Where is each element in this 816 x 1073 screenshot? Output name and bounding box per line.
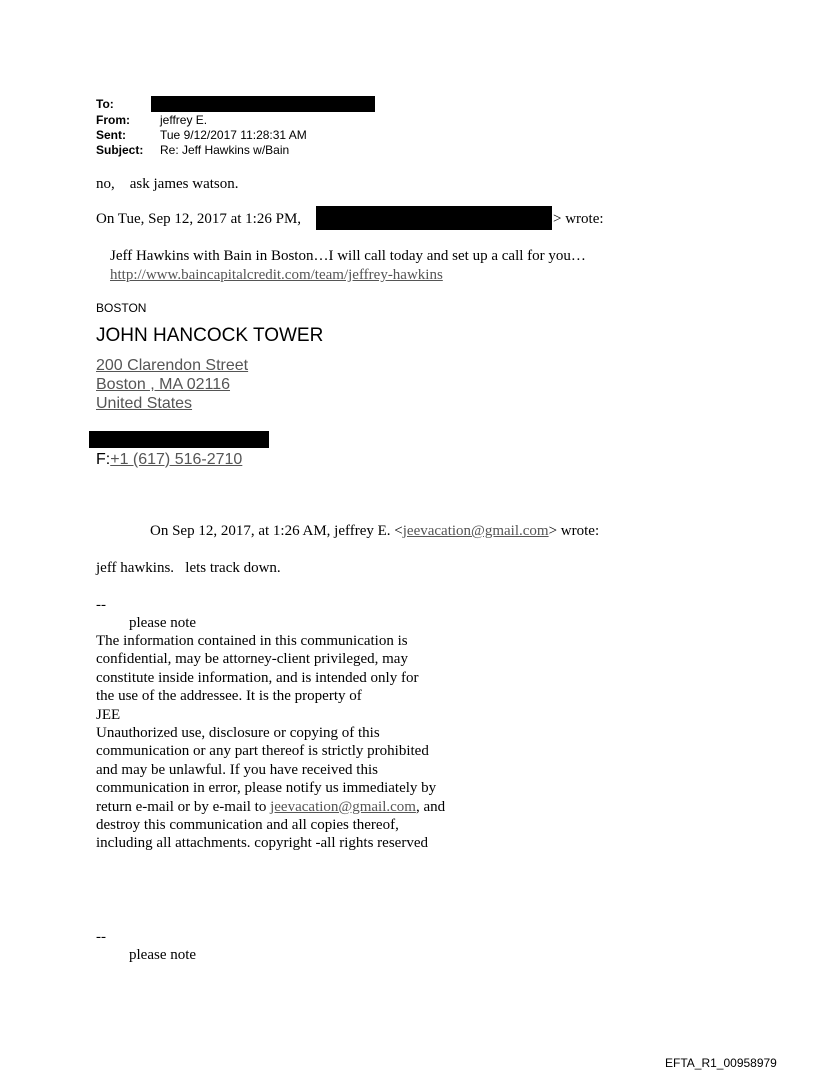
quote2-intro-prefix: On Sep 12, 2017, at 1:26 AM, jeffrey E. < (150, 523, 403, 539)
quote1-intro-suffix: > wrote: (553, 211, 604, 227)
document-id: EFTA_R1_00958979 (665, 1056, 777, 1070)
office-city: BOSTON (96, 301, 147, 315)
disclaimer-email-suffix: , and (415, 798, 446, 815)
redaction-bar (151, 96, 375, 112)
from-label: From: (96, 113, 130, 127)
disclaimer-line: confidential, may be attorney-client privileged, may (96, 651, 408, 668)
disclaimer-block (96, 632, 445, 853)
quote1-intro-prefix: On Tue, Sep 12, 2017 at 1:26 PM, (96, 211, 302, 227)
bain-profile-link[interactable]: http://www.baincapitalcredit.com/team/jeffrey-hawkins (110, 267, 443, 283)
disclaimer-line: constitute inside information, and is intended only for (96, 669, 419, 686)
disclaimer-line: and may be unlawful. If you have received this (96, 761, 378, 778)
address-line3-link[interactable]: United States (96, 395, 193, 412)
signature2-please-note: please note (129, 947, 197, 963)
quote2-intro (150, 522, 599, 540)
disclaimer-line: communication or any part thereof is strictly prohibited (96, 743, 429, 760)
disclaimer-line: communication in error, please notify us immediately by (96, 780, 437, 797)
signature2-dashes: -- (96, 929, 106, 945)
disclaimer-line: JEE (96, 706, 121, 723)
signature-dashes: -- (96, 597, 106, 613)
disclaimer-email-link[interactable]: jeevacation@gmail.com (270, 798, 416, 815)
subject-label: Subject: (96, 143, 144, 157)
jeevacation-email-link[interactable]: jeevacation@gmail.com (402, 523, 549, 539)
from-value: jeffrey E. (160, 113, 208, 127)
disclaimer-line: The information contained in this communication is (96, 633, 408, 649)
fax-line (96, 450, 242, 469)
quote2-body: jeff hawkins. lets track down. (96, 560, 281, 576)
sent-value: Tue 9/12/2017 11:28:31 AM (160, 128, 307, 142)
office-building: JOHN HANCOCK TOWER (96, 325, 324, 346)
please-note: please note (129, 615, 197, 631)
disclaimer-email-line (96, 798, 445, 816)
address-line1-link[interactable]: 200 Clarendon Street (96, 357, 249, 374)
sent-label: Sent: (96, 128, 126, 142)
disclaimer-line: including all attachments. copyright -all rights reserved (96, 835, 428, 852)
to-label: To: (96, 97, 114, 111)
disclaimer-line: the use of the addressee. It is the property of (96, 688, 362, 705)
redaction-bar (316, 206, 552, 230)
disclaimer-line: Unauthorized use, disclosure or copying of this (96, 725, 380, 742)
fax-label: F: (96, 451, 111, 468)
disclaimer-line: destroy this communication and all copies thereof, (96, 817, 399, 834)
disclaimer-email-prefix: return e-mail or by e-mail to (96, 798, 271, 815)
fax-number-link[interactable]: +1 (617) 516-2710 (110, 451, 243, 468)
subject-value: Re: Jeff Hawkins w/Bain (160, 143, 290, 157)
address-line2-link[interactable]: Boston , MA 02116 (96, 376, 231, 393)
quote1-body: Jeff Hawkins with Bain in Boston…I will call today and set up a call for you… (110, 248, 586, 264)
quote2-intro-suffix: > wrote: (548, 523, 600, 539)
reply-text: no, ask james watson. (96, 176, 239, 192)
redaction-bar (89, 431, 269, 448)
